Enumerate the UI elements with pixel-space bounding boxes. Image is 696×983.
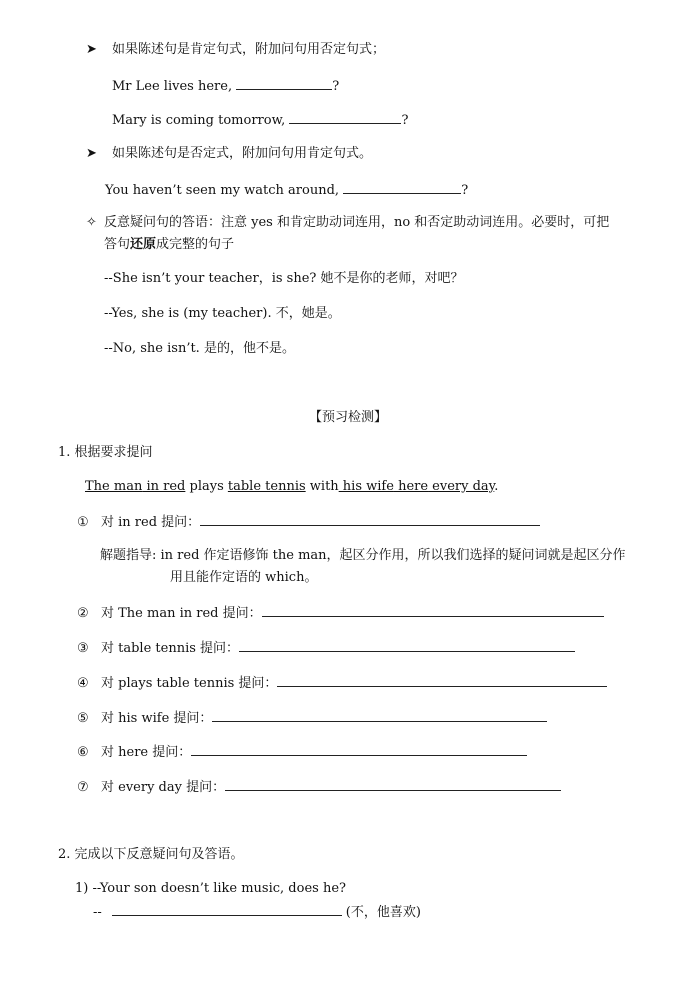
hint-line: 用且能作定语的 which。 (170, 570, 318, 585)
item-number: ⑥ (77, 745, 89, 760)
question-1-title: 1. 根据要求提问 (58, 445, 153, 460)
rule-answers: ✧ 反意疑问句的答语：注意 yes 和肯定助动词连用，no 和否定助动词连用。必要时，可把 (86, 215, 610, 230)
answer-blank[interactable] (343, 180, 461, 194)
question-item: ⑥ 对 here 提问： (77, 742, 527, 762)
dialog-line: --Yes, she is (my teacher). 不，她是。 (104, 306, 341, 321)
question-item: ⑦ 对 every day 提问： (77, 777, 561, 797)
arrow-bullet-icon: ➤ (86, 42, 97, 57)
answer-blank[interactable] (200, 512, 540, 526)
question-item: ⑤ 对 his wife 提问： (77, 708, 547, 728)
question-2-item: 1) --Your son doesn’t like music, does he? (75, 881, 346, 896)
question-2-title: 2. 完成以下反意疑问句及答语。 (58, 847, 244, 862)
rule-answers-cont: 答句还原成完整的句子 (104, 237, 235, 252)
answer-blank[interactable] (112, 902, 342, 916)
question-2-answer: -- (不，他喜欢) (93, 902, 421, 922)
answer-blank[interactable] (289, 110, 401, 124)
item-number: ① (77, 515, 89, 530)
answer-blank[interactable] (212, 708, 547, 722)
item-number: ⑦ (77, 780, 89, 795)
section-title: 【预习检测】 (308, 410, 387, 425)
question-item: ④ 对 plays table tennis 提问： (77, 673, 607, 693)
hint-line: 解题指导: in red 作定语修饰 the man，起区分作用，所以我们选择的疑问词就是起区分作 (100, 548, 626, 563)
item-number: ③ (77, 641, 89, 656)
answer-blank[interactable] (236, 76, 332, 90)
answer-blank[interactable] (277, 673, 607, 687)
rule-negative: ➤ 如果陈述句是否定式，附加问句用肯定句式。 (86, 146, 373, 161)
example-line: Mary is coming tomorrow, ? (112, 110, 408, 130)
question-item: ② 对 The man in red 提问： (77, 603, 604, 623)
example-line: Mr Lee lives here, ? (112, 76, 339, 96)
answer-blank[interactable] (262, 603, 604, 617)
diamond-bullet-icon: ✧ (86, 215, 97, 230)
dialog-line: --No, she isn’t. 是的，他不是。 (104, 341, 295, 356)
answer-blank[interactable] (191, 742, 527, 756)
item-number: ② (77, 606, 89, 621)
answer-blank[interactable] (239, 638, 575, 652)
rule-affirmative: ➤ 如果陈述句是肯定句式，附加问句用否定句式； (86, 42, 386, 57)
arrow-bullet-icon: ➤ (86, 146, 97, 161)
item-number: ⑤ (77, 711, 89, 726)
item-number: ④ (77, 676, 89, 691)
question-item: ③ 对 table tennis 提问： (77, 638, 575, 658)
example-line: You haven’t seen my watch around, ? (105, 180, 468, 200)
dialog-line: --She isn’t your teacher，is she? 她不是你的老师，对吧？ (104, 271, 464, 286)
analysis-sentence: The man in red plays table tennis with his wife here every day. (85, 479, 499, 494)
answer-blank[interactable] (225, 777, 561, 791)
question-item: ① 对 in red 提问： (77, 512, 540, 532)
